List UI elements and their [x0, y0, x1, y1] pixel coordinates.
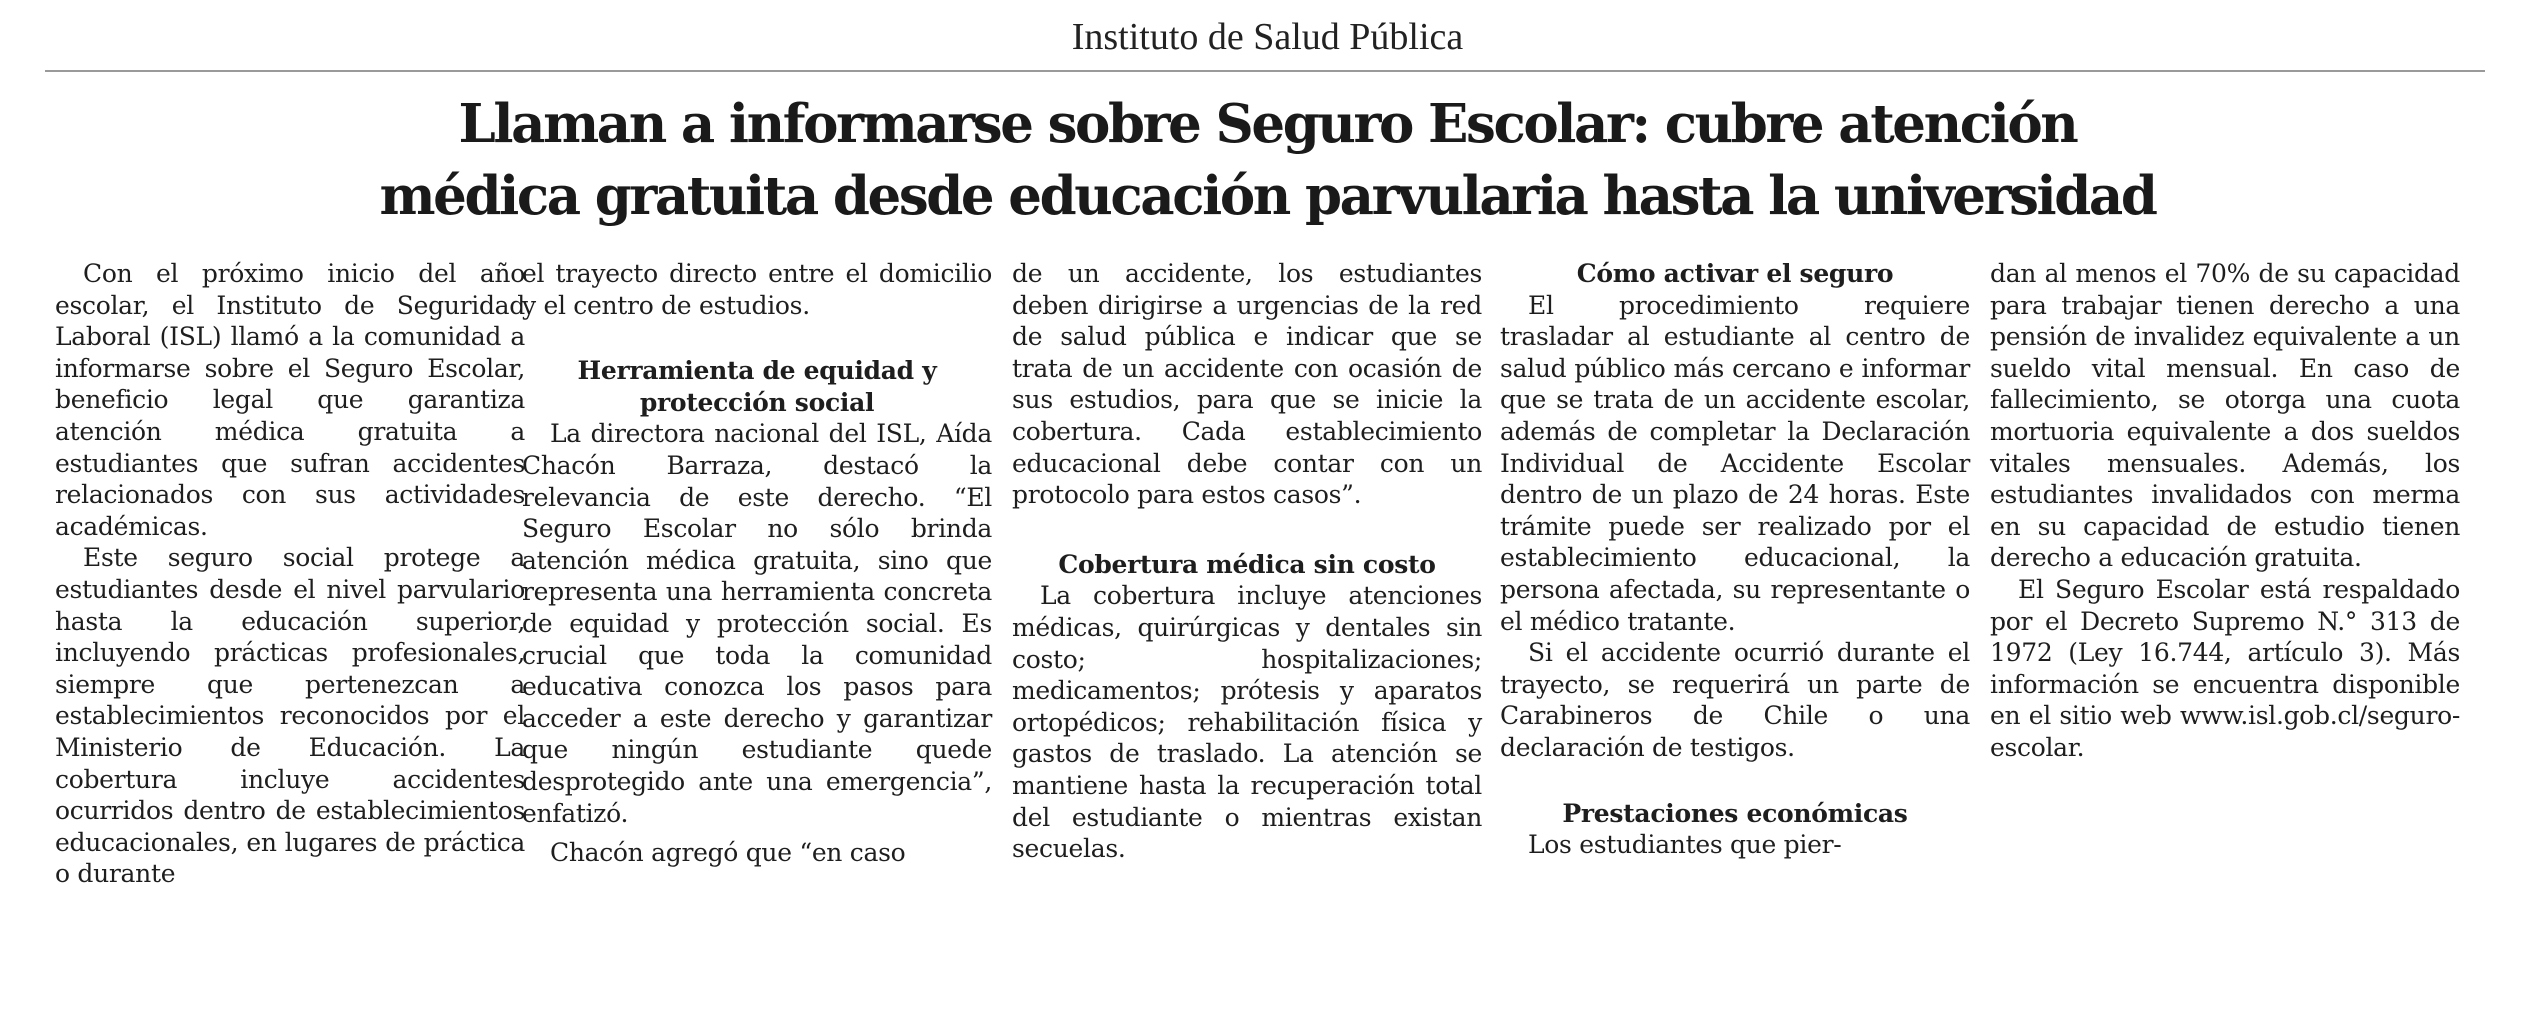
article-column-5 [1990, 258, 2460, 764]
subheading-prestaciones: Prestaciones económicas [1562, 798, 1908, 828]
paragraph: Con el próximo inicio del año escolar, el Instituto de Seguridad Laboral (ISL) llamó a la comunidad a informarse sobre el Seguro Escolar, beneficio legal que garantiza atención médica gratuita a estudiantes que sufran accidentes relacionados con sus actividades académicas. [55, 259, 525, 541]
article-column-2 [522, 258, 992, 869]
headline-line-1: Llaman a informarse sobre Seguro Escolar: cubre atención [458, 93, 2077, 155]
article-column-4 [1500, 258, 1970, 861]
paragraph: de un accidente, los estudiantes deben dirigirse a urgencias de la red de salud pública e indicar que se trata de un accidente con ocasión de sus estudios, para que se inicie la cobertura. Cada establecimiento educacional debe contar con un protocolo para estos casos”. [1012, 259, 1482, 510]
paragraph: El Seguro Escolar está respaldado por el Decreto Supremo N.° 313 de 1972 (Ley 16.744, artículo 3). Más información se encuentra disponible en el sitio web www.isl.gob.cl/seguro-escolar. [1990, 574, 2460, 762]
headline [0, 88, 2535, 232]
article-column-3 [1012, 258, 1482, 865]
subheading-cobertura: Cobertura médica sin costo [1058, 549, 1436, 579]
article-column-1 [55, 258, 525, 890]
section-label: Instituto de Salud Pública [1071, 16, 1464, 58]
paragraph: Si el accidente ocurrió durante el trayecto, se requerirá un parte de Carabineros de Chile o una declaración de testigos. [1500, 638, 1970, 762]
paragraph: Los estudiantes que pier- [1528, 830, 1842, 860]
paragraph: Chacón agregó que “en caso [550, 838, 906, 868]
paragraph: dan al menos el 70% de su capacidad para trabajar tienen derecho a una pensión de invalidez equivalente a un sueldo vital mensual. En caso de fallecimiento, se otorga una cuota mortuoria equivalente a dos sueldos vitales mensuales. Además, los estudiantes invalidados con merma en su capacidad de estudio tienen derecho a educación gratuita. [1990, 259, 2460, 573]
headline-line-2: médica gratuita desde educación parvularia hasta la universidad [379, 165, 2156, 227]
header-rule [45, 70, 2485, 72]
paragraph: La cobertura incluye atenciones médicas, quirúrgicas y dentales sin costo; hospitalizaciones; medicamentos; prótesis y aparatos ortopédicos; rehabilitación física y gastos de traslado. La atención se mantiene hasta la recuperación total del estudiante o mientras existan secuelas. [1012, 581, 1482, 864]
paragraph: el trayecto directo entre el domicilio y el centro de estudios. [522, 259, 992, 320]
paragraph: El procedimiento requiere trasladar al estudiante al centro de salud público más cercano e informar que se trata de un accidente escolar, además de completar la Declaración Individual de Accidente Escolar dentro de un plazo de 24 horas. Este trámite puede ser realizado por el establecimiento educacional, la persona afectada, su representante o el médico tratante. [1500, 290, 1970, 636]
subheading-equidad: Herramienta de equidad y protección social [577, 356, 937, 417]
paragraph: Este seguro social protege a estudiantes desde el nivel parvulario hasta la educación superior, incluyendo prácticas profesionales, siempre que pertenezcan a establecimientos reconocidos por el Ministerio de Educación. La cobertura incluye accidentes ocurridos dentro de establecimientos educacionales, en lugares de práctica o durante [55, 543, 525, 889]
paragraph: La directora nacional del ISL, Aída Chacón Barraza, destacó la relevancia de este derecho. “El Seguro Escolar no sólo brinda atención médica gratuita, sino que representa una herramienta concreta de equidad y protección social. Es crucial que toda la comunidad educativa conozca los pasos para acceder a este derecho y garantizar que ningún estudiante quede desprotegido ante una emergencia”, enfatizó. [522, 419, 992, 828]
subheading-activar: Cómo activar el seguro [1576, 259, 1894, 288]
